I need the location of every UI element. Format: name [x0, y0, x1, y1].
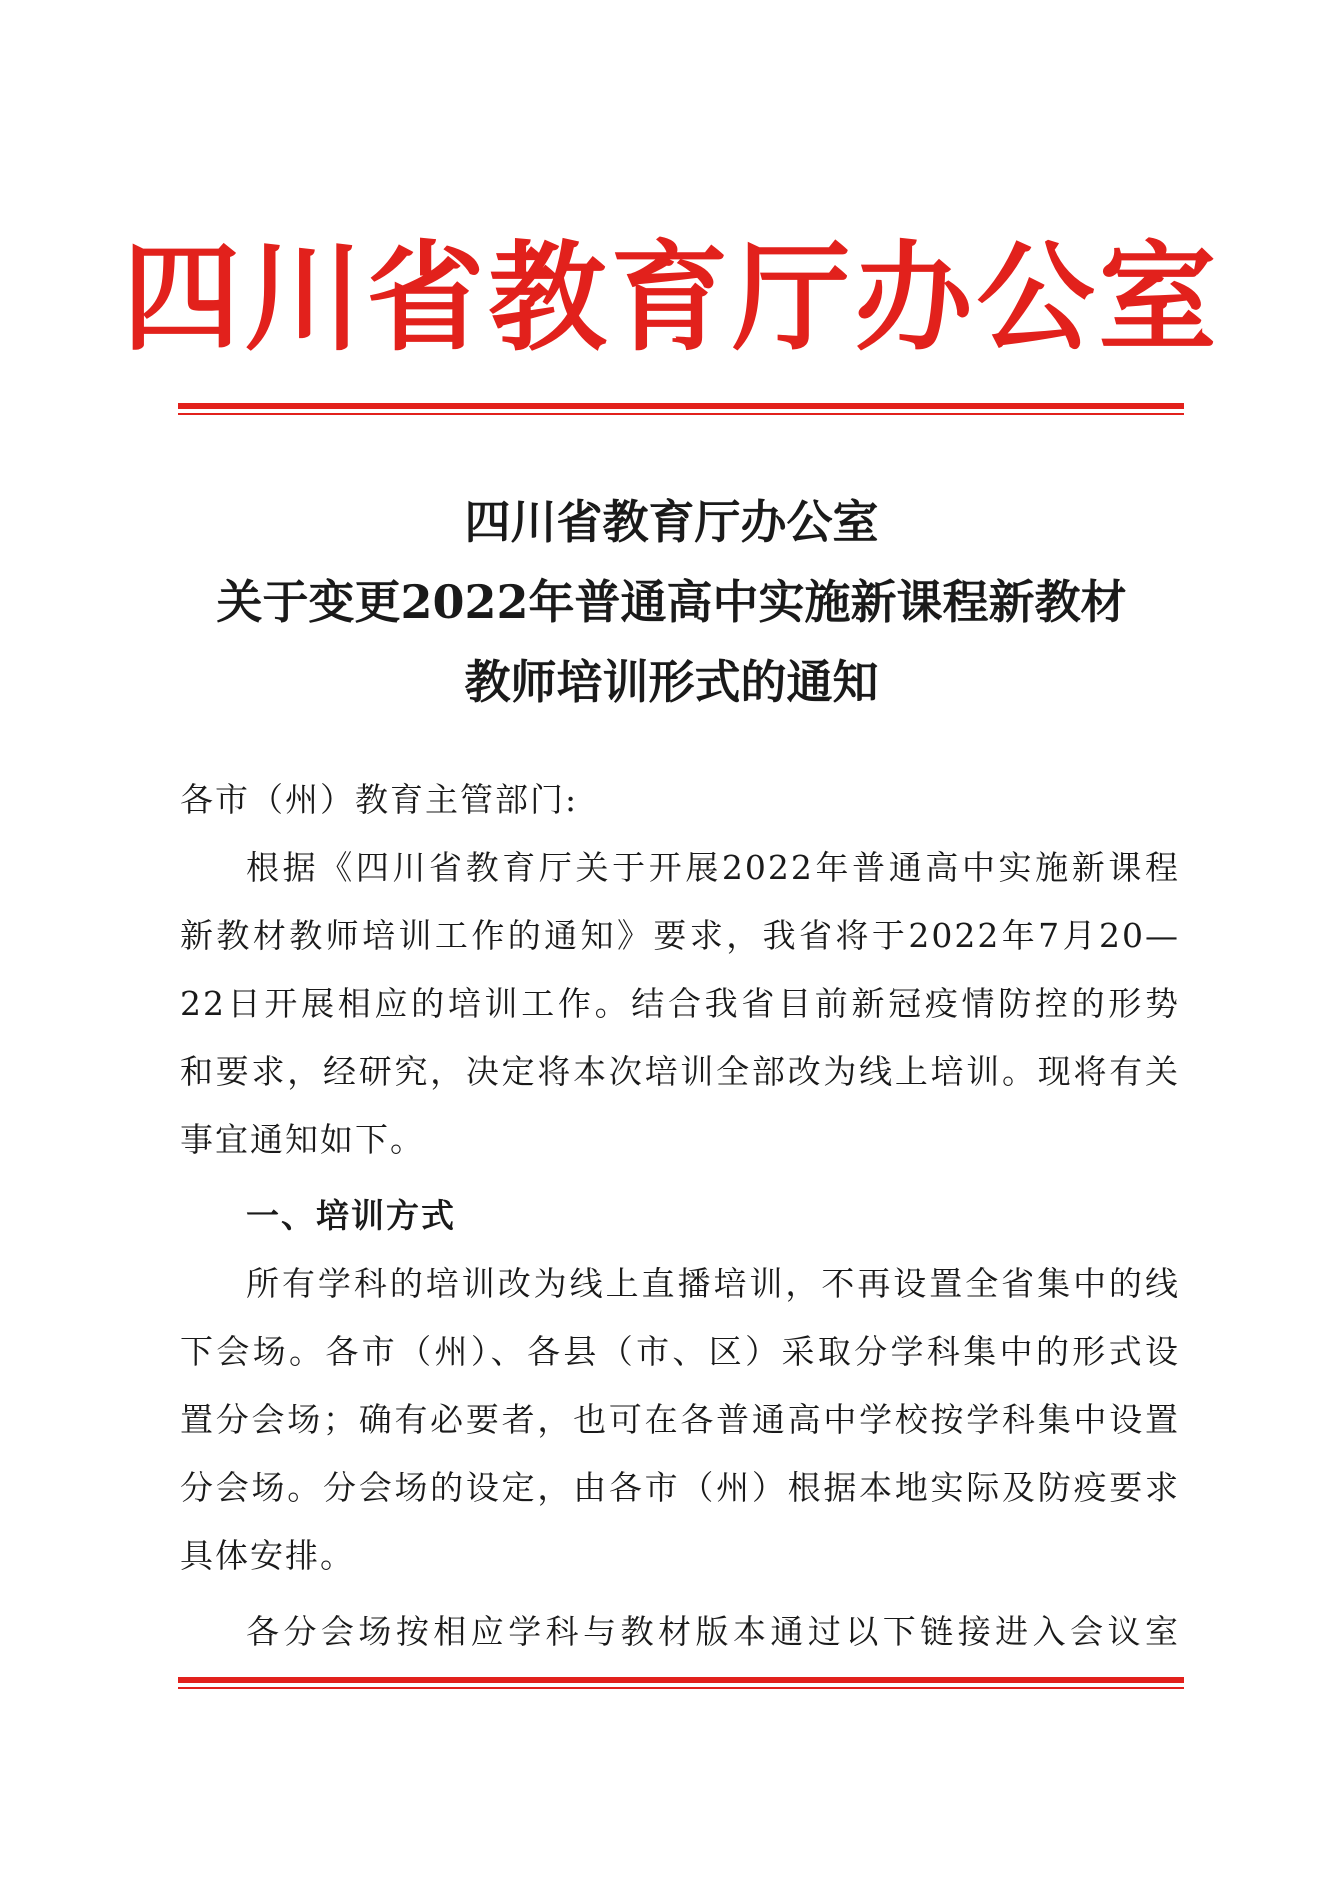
- paragraph-2: [180, 1250, 1180, 1590]
- red-divider-top-thin: [178, 413, 1184, 415]
- paragraph-1-line: 事宜通知如下。: [180, 1120, 425, 1159]
- paragraph-1-line: 和要求，经研究，决定将本次培训全部改为线上培训。现将有关: [180, 1052, 1180, 1091]
- paragraph-1-line: 新教材教师培训工作的通知》要求，我省将于2022年7月20—: [180, 916, 1180, 955]
- red-divider-bottom-thin: [178, 1687, 1184, 1689]
- section-heading-training-method: 一、培训方式: [246, 1196, 456, 1235]
- paragraph-3-line: 各分会场按相应学科与教材版本通过以下链接进入会议室: [246, 1612, 1180, 1651]
- paragraph-1: [180, 834, 1180, 1174]
- document-title-line-3: 教师培训形式的通知: [464, 655, 879, 709]
- red-divider-bottom-thick: [178, 1677, 1184, 1683]
- document-title-line-1: 四川省教育厅办公室: [464, 495, 879, 549]
- masthead-title: 四川省教育厅办公室: [122, 229, 1221, 367]
- paragraph-3: [180, 1598, 1180, 1666]
- paragraph-2-line: 分会场。分会场的设定，由各市（州）根据本地实际及防疫要求: [180, 1468, 1180, 1507]
- red-divider-top-thick: [178, 403, 1184, 409]
- paragraph-1-line: 22日开展相应的培训工作。结合我省目前新冠疫情防控的形势: [180, 984, 1180, 1023]
- paragraph-2-line: 置分会场；确有必要者，也可在各普通高中学校按学科集中设置: [180, 1400, 1180, 1439]
- paragraph-2-line: 所有学科的培训改为线上直播培训，不再设置全省集中的线: [246, 1264, 1180, 1303]
- document-title-line-2: 关于变更2022年普通高中实施新课程新教材: [216, 575, 1127, 629]
- salutation: 各市（州）教育主管部门:: [180, 780, 579, 819]
- paragraph-2-line: 下会场。各市（州）、各县（市、区）采取分学科集中的形式设: [180, 1332, 1180, 1371]
- paragraph-1-line: 根据《四川省教育厅关于开展2022年普通高中实施新课程: [246, 848, 1180, 887]
- paragraph-2-line: 具体安排。: [180, 1536, 355, 1575]
